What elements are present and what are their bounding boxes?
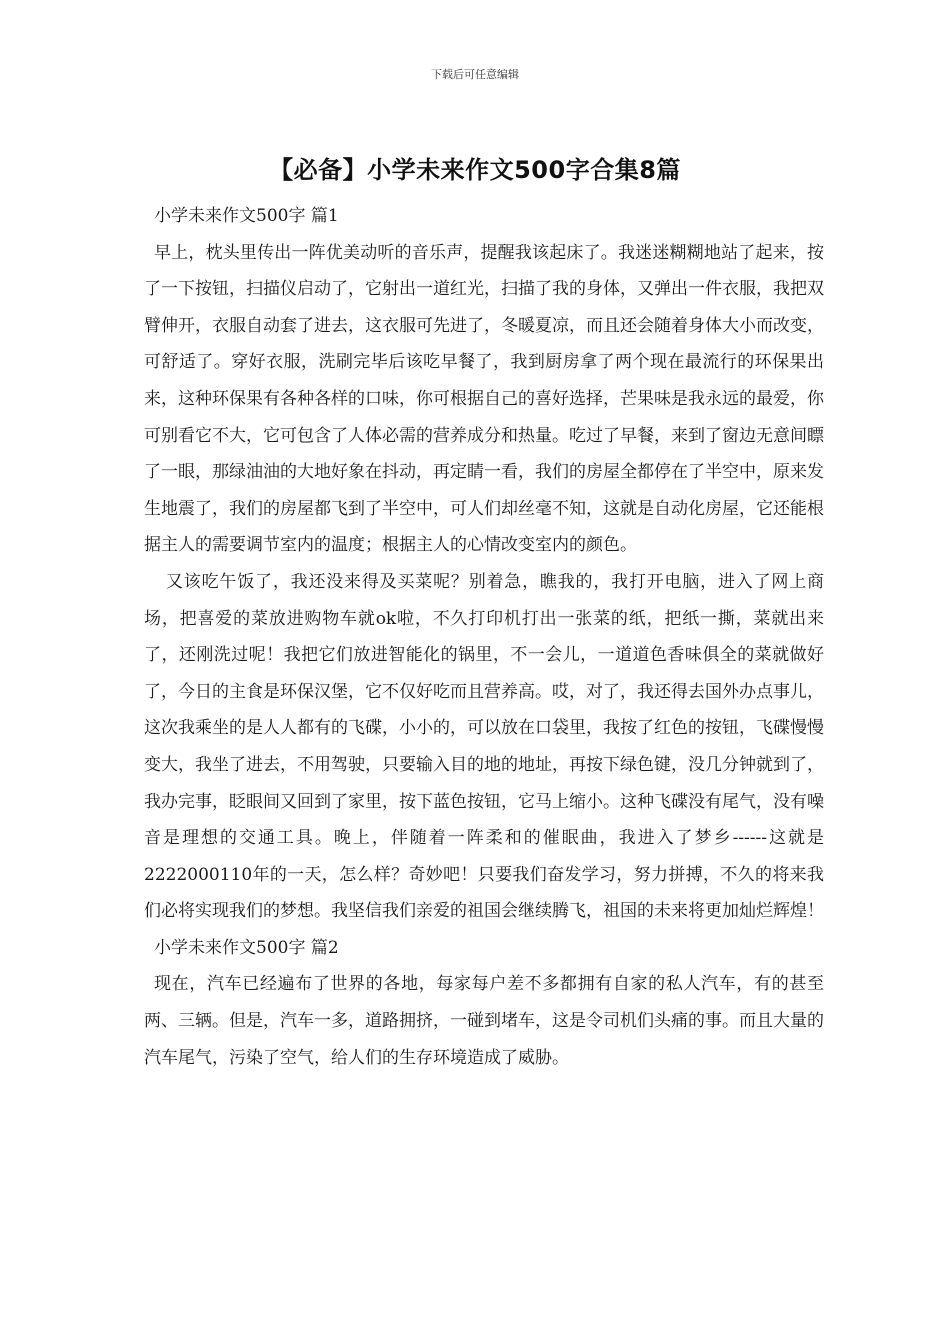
paragraph: 早上，枕头里传出一阵优美动听的音乐声，提醒我该起床了。我迷迷糊糊地站了起来，按了一下按钮，扫描仪启动了，它射出一道红光，扫描了我的身体，又弹出一件衣服，我把双臂伸开，衣服自动套了进去，这衣服可先进了，冬暖夏凉，而且还会随着身体大小而改变，可舒适了。穿好衣服，洗刷完毕后该吃早餐了，我到厨房拿了两个现在最流行的环保果出来，这种环保果有各种各样的口味，你可根据自己的喜好选择，芒果味是我永远的最爱，你可别看它不大，它可包含了人体必需的营养成分和热量。吃过了早餐，来到了窗边无意间瞟了一眼，那绿油油的大地好象在抖动，再定睛一看，我们的房屋全都停在了半空中，原来发生地震了，我们的房屋都飞到了半空中，可人们却丝毫不知，这就是自动化房屋，它还能根据主人的需要调节室内的温度；根据主人的心情改变室内的颜色。 xyxy=(144,242,824,556)
paragraph: 现在，汽车已经遍布了世界的各地，每家每户差不多都拥有自家的私人汽车，有的甚至两、三辆。但是，汽车一多，道路拥挤，一碰到堵车，这是令司机们头痛的事。而且大量的汽车尾气，污染了空气，给人们的生存环境造成了威胁。 xyxy=(144,974,824,1068)
page-header: 下载后可任意编辑 xyxy=(431,68,519,81)
document-body xyxy=(144,198,824,1076)
section-heading: 小学未来作文500字 篇1 xyxy=(154,206,339,226)
document-title: 【必备】小学未来作文500字合集8篇 xyxy=(269,156,681,184)
section-heading: 小学未来作文500字 篇2 xyxy=(154,937,339,958)
paragraph: 又该吃午饭了，我还没来得及买菜呢？别着急，瞧我的，我打开电脑，进入了网上商场，把喜爱的菜放进购物车就ok啦，不久打印机打出一张菜的纸，把纸一撕，菜就出来了，还刚洗过呢！我把它们放进智能化的锅里，不一会儿，一道道色香味俱全的菜就做好了，今日的主食是环保汉堡，它不仅好吃而且营养高。哎，对了，我还得去国外办点事儿，这次我乘坐的是人人都有的飞碟，小小的，可以放在口袋里，我按了红色的按钮，飞碟慢慢变大，我坐了进去，不用驾驶，只要输入目的地的地址，再按下绿色键，没几分钟就到了，我办完事，眨眼间又回到了家里，按下蓝色按钮，它马上缩小。这种飞碟没有尾气，没有噪音是理想的交通工具。晚上，伴随着一阵柔和的催眠曲，我进入了梦乡------这就是2222000110年的一天，怎么样？奇妙吧！只要我们奋发学习，努力拼搏，不久的将来我们必将实现我们的梦想。我坚信我们亲爱的祖国会继续腾飞，祖国的未来将更加灿烂辉煌！ xyxy=(144,571,824,922)
